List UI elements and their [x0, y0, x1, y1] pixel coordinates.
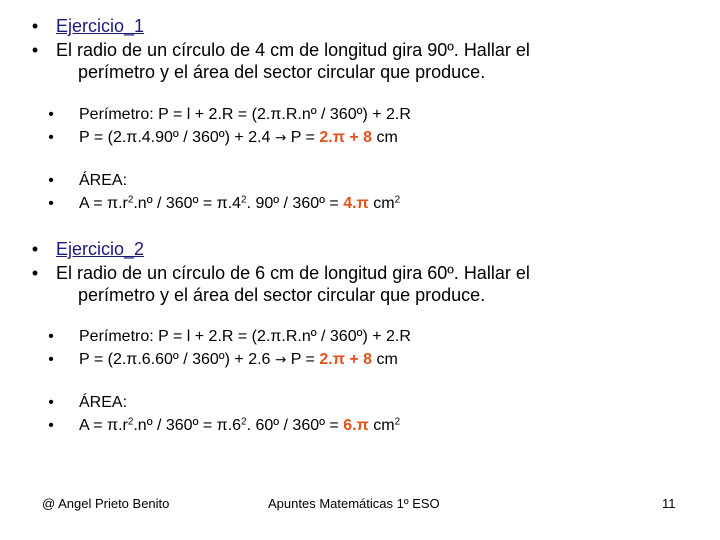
ex1-statement: El radio de un círculo de 4 cm de longitud gira 90º. Hallar el — [56, 40, 530, 60]
ex2-perimeter-calc — [79, 349, 398, 371]
bullet: • — [48, 351, 54, 368]
footer-author: @ Angel Prieto Benito — [42, 496, 170, 511]
ex2-area-label: ÁREA: — [79, 394, 128, 411]
ex2-area-unit: cm — [368, 417, 395, 434]
bullet: • — [48, 195, 54, 212]
ex2-perimeter-result: 2.π + 8 — [319, 351, 373, 368]
arrow-icon: → — [274, 352, 287, 368]
ex2-perimeter-formula: Perímetro: P = l + 2.R = (2.π.R.nº / 360º) + 2.R — [79, 328, 411, 345]
ex1-statement-cont: perímetro y el área del sector circular que produce. — [78, 62, 486, 82]
ex1-perimeter-calc-text: P = (2.π.4.90º / 360º) + 2.4 — [79, 129, 275, 146]
ex1-perimeter-eq: P = — [286, 129, 320, 146]
exponent: 2 — [394, 194, 401, 206]
exponent: 2 — [394, 416, 401, 428]
ex1-area-label: ÁREA: — [79, 172, 128, 189]
ex1-perimeter-calc — [79, 127, 398, 149]
bullet: • — [48, 417, 54, 434]
ex2-area-part-c: . 60º / 360º = — [246, 417, 344, 434]
ex2-perimeter-calc-text: P = (2.π.6.60º / 360º) + 2.6 — [79, 351, 275, 368]
ex1-area-part-b: .nº / 360º = π.4 — [133, 195, 242, 212]
ex2-statement: El radio de un círculo de 6 cm de longitud gira 60º. Hallar el — [56, 263, 530, 283]
bullet: • — [48, 394, 54, 411]
ex1-perimeter-formula: Perímetro: P = l + 2.R = (2.π.R.nº / 360º) + 2.R — [79, 106, 411, 123]
exponent: 2 — [241, 194, 247, 206]
exponent: 2 — [127, 416, 134, 428]
ex1-area-part-a: A = π.r — [79, 195, 128, 212]
bullet: • — [48, 328, 54, 345]
bullet: • — [31, 16, 39, 36]
ex1-area-result: 4.π — [343, 195, 369, 212]
ex1-area-unit: cm — [368, 195, 395, 212]
ex2-perimeter-eq: P = — [286, 351, 320, 368]
ex2-area-calc — [79, 415, 400, 437]
ex2-area-part-b: .nº / 360º = π.6 — [133, 417, 242, 434]
ex2-area-result: 6.π — [343, 417, 369, 434]
bullet: • — [48, 172, 54, 189]
footer-course: Apuntes Matemáticas 1º ESO — [268, 496, 440, 511]
ex1-area-calc — [79, 193, 400, 215]
bullet: • — [31, 239, 39, 259]
ex2-statement-cont: perímetro y el área del sector circular que produce. — [78, 285, 486, 305]
ex1-area-part-c: . 90º / 360º = — [246, 195, 344, 212]
bullet: • — [48, 129, 54, 146]
ex2-area-part-a: A = π.r — [79, 417, 128, 434]
exponent: 2 — [241, 416, 247, 428]
ex2-title-link[interactable]: Ejercicio_2 — [56, 239, 145, 259]
ex2-perimeter-unit: cm — [372, 351, 398, 368]
arrow-icon: → — [274, 130, 287, 146]
exponent: 2 — [127, 194, 134, 206]
bullet: • — [31, 263, 39, 283]
ex1-perimeter-result: 2.π + 8 — [319, 129, 373, 146]
ex1-title-link[interactable]: Ejercicio_1 — [56, 16, 145, 36]
footer-page-number: 11 — [662, 496, 676, 511]
bullet: • — [31, 40, 39, 60]
bullet: • — [48, 106, 54, 123]
ex1-perimeter-unit: cm — [372, 129, 398, 146]
